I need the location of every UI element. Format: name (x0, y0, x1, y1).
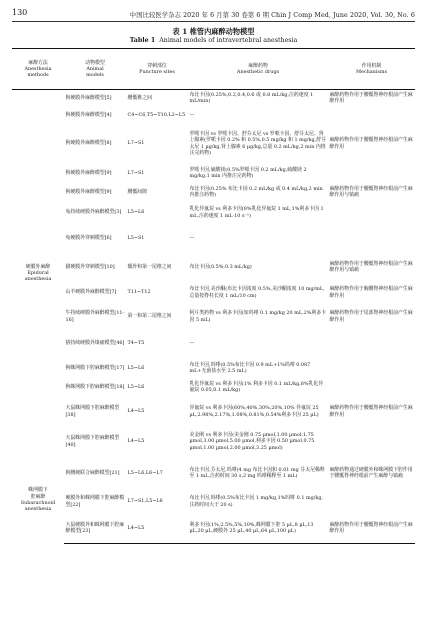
animal-model-cell: 猪持续硬膜外镇痛模型[46] (65, 340, 125, 347)
anesthetic-drug-cell: — (189, 235, 195, 242)
animal-model-cell: 山羊硬膜外麻醉模型[7] (65, 289, 117, 296)
puncture-site-cell: L5~L6 (127, 383, 145, 390)
anesthetic-drug-cell: 罗哌卡因 vs 罗哌卡因、舒芬太尼 vs 罗哌卡因、舒芬太尼、肾上腺素(罗哌卡因 0.2% 和 0.5%,0.5 mg/kg 和 1 mg/kg,舒芬太尼 1 µg/kg,肾上腺素 6 µg/kg,总量 0.2 mL/kg,2 min 内推注完药物) (189, 130, 326, 156)
puncture-site-cell: 腰骶椎之间 (127, 95, 152, 102)
puncture-site-cell: 腰骶间隙 (127, 188, 148, 195)
running-header (12, 8, 415, 20)
animal-model-cell: 硬膜外和蛛网膜下腔麻醉模型[22] (65, 495, 125, 508)
table-row (12, 490, 415, 514)
puncture-site-cell: L5~S1 (127, 235, 145, 242)
anesthesia-method-cell: 硬膜外麻醉 Epidural anesthesia (24, 263, 52, 283)
table-row (12, 224, 415, 254)
anesthetic-drug-cell: 乳化异氟烷 vs 利多卡因(8%乳化异氟烷 1 mL,1%利多卡因 1 mL,注药速度 1 mL·10 s⁻¹) (189, 206, 324, 219)
animal-model-cell: 狗硬膜外麻醉模型[8] (65, 140, 112, 147)
puncture-site-cell: L4~L5 (127, 408, 145, 415)
table-caption-english (0, 37, 427, 44)
table-row (12, 124, 415, 164)
table-body (12, 90, 415, 544)
table-row (12, 457, 415, 490)
animal-model-cell: 兔持续硬膜外麻醉模型[3] (65, 209, 122, 216)
table-row (12, 183, 415, 202)
mechanism-cell (328, 329, 415, 359)
puncture-site-cell: L4~L5 (126, 514, 188, 544)
mechanism-cell: 麻醉药物作用于尾部脊神经根前产生麻醉作用 (329, 310, 413, 323)
anesthetic-drug-cell: 布比卡因(0.5%,0.3 mL/kg) (189, 263, 252, 270)
animal-model-cell: 狗硬膜外麻醉模型[4] (65, 111, 112, 118)
mechanism-cell: 麻醉药物作用于腰骶脊神经根前产生麻醉作用 (328, 514, 415, 544)
animal-model-cell: 牛持续硬膜外麻醉模型[11-16] (65, 310, 125, 323)
puncture-site-cell: L5~L6 (127, 209, 145, 216)
table-row (12, 514, 415, 544)
col-header-drug: 麻醉药物 Anesthetic drugs (188, 49, 328, 90)
animal-model-cell: 狗蛛网膜下腔麻醉模型[17] (65, 364, 125, 371)
puncture-site-cell: 骶骨和第一尾椎之间 (127, 263, 172, 270)
anesthetic-drug-cell: 布比卡因,芬太尼,吗啡(4 mg 布比卡因和 0.01 mg 芬太尼稀释至 1 mL,注药时间 30 s,2 mg 吗啡稀释至 1 mL) (189, 466, 325, 479)
anesthetic-drug-cell: 布比卡因(0.25% 布比卡因 0.2 mL/kg 或 0.4 mL/kg,2 min 内推注药物) (189, 185, 323, 198)
anesthetic-drug-cell: 罗哌卡因,硫酸镁(0.5%罗哌卡因 0.2 mL/kg,硫酸镁 2 mg/kg,1 min 内推注完药物) (189, 166, 307, 179)
animal-model-cell: 狗腰硬联合麻醉模型[21] (65, 469, 120, 476)
animal-model-cell: 狗蛛网膜下腔麻醉模型[18] (65, 383, 125, 390)
anesthetic-drug-cell: 美金刚 vs 利多卡因(美金刚 0.75 µmol,1.00 µmol,1.75 µmol,3.00 µmol,5.00 µmol,利多卡因 0.50 µmol,0.75 µmol,1.00 µmol,2.00 µmol,3.25 µmol) (189, 432, 315, 451)
mechanism-cell (328, 107, 415, 124)
mechanism-cell: 麻醉药物作用于腰骶脊神经根前产生麻醉作用 (329, 405, 413, 418)
puncture-site-cell: C4~C6,T5~T10,L2~L5 (127, 111, 186, 118)
anesthetic-drug-cell: — (189, 111, 195, 118)
table-row (12, 90, 415, 107)
puncture-site-cell: L7~S1,L5~L6 (127, 498, 163, 505)
mechanism-cell (328, 164, 415, 183)
table-row (12, 281, 415, 305)
mechanism-cell (328, 202, 415, 224)
mechanism-cell: 麻醉药物作用于腰骶脊神经根前产生麻醉作用与镇痛 (329, 260, 413, 273)
animal-model-cell: 狗硬膜外麻醉模型[9] (65, 188, 112, 195)
mechanism-cell: 麻醉药物作用于腰骶脊神经根前产生麻醉作用与镇痛 (329, 185, 413, 198)
table-label: Table 1 (129, 37, 156, 44)
journal-citation: 中国比较医学杂志 2020 年 6 月第 30 卷第 6 期 Chin J Comp Med, June 2020, Vol. 30, No. 6 (129, 12, 415, 19)
table-header (12, 49, 415, 90)
animal-model-cell: 大鼠硬膜外和蛛网膜下腔麻醉模型[23] (64, 514, 126, 544)
puncture-site-cell: T4~T5 (127, 340, 145, 347)
animal-models-table (12, 48, 415, 544)
mechanism-cell (328, 359, 415, 378)
table-row (12, 254, 415, 281)
table-row (12, 359, 415, 378)
table-row (12, 107, 415, 124)
anesthetic-drug-cell: 布比卡因,吗啡(0.5%布比卡因 0.9 mL+1%吗啡 0.087 mL+无菌盐水至 2.5 mL) (189, 361, 311, 374)
puncture-site-cell: L7~S1 (127, 169, 145, 176)
table-row (12, 164, 415, 183)
puncture-site-cell: L5~L6 (127, 364, 145, 371)
puncture-site-cell: L7~S1 (127, 140, 145, 147)
table-row (12, 378, 415, 397)
col-header-method: 麻醉方法 Anesthesia methods (12, 49, 64, 90)
mechanism-cell (328, 378, 415, 397)
col-header-site: 穿刺部位 Puncture sites (126, 49, 188, 90)
mechanism-cell: 麻醉药物作用于胸腰脊神经根前产生麻醉作用 (329, 286, 413, 299)
table-row (12, 305, 415, 329)
mechanism-cell (328, 427, 415, 457)
animal-model-cell: 猫硬膜外穿刺模型[10] (65, 263, 115, 270)
anesthesia-method-cell: 蛛网膜下 腔麻醉 Subarachnoid anesthesia (20, 487, 56, 513)
anesthetic-drug-cell: 异氟烷 vs 利多卡因(60%,40%,30%,20%,10% 异氟烷 25 µL,2.98%,2.17%,1.08%,0.81%,0.54%利多卡因 25 µL) (189, 405, 319, 418)
col-header-model: 动物模型 Animal models (64, 49, 126, 90)
anesthetic-drug-cell: 利多卡因(1%,2.5%,5%,10%,蛛网膜下腔 5 µL,8 µL,13 µL,20 µL,硬膜外 25 µL,40 µL,64 µL,100 µL) (188, 514, 328, 544)
anesthetic-drug-cell: 乳化异氟烷 vs 利多卡因(1% 利多卡因 0.1 mL/kg,8%乳化异氟烷 0.05,0.1 mL/kg) (189, 380, 324, 393)
col-header-mechanism: 作用机制 Mechanisms (328, 49, 415, 90)
anesthetic-drug-cell: 阿片类药物 vs 利多卡因(如吗啡 0.1 mg/kg 20 mL,2%利多卡因 5 mL) (189, 310, 327, 323)
animal-model-cell: 大鼠蛛网膜下腔麻醉模型[38] (65, 405, 120, 418)
anesthetic-drug-cell: 布比卡因,美沙酮(布比卡因浓度 0.5%,美沙酮浓度 10 mg/mL,总量按脊柱长度 1 mL/10 cm) (189, 286, 325, 299)
anesthetic-drug-cell: — (189, 340, 195, 347)
anesthetic-drug-cell: 布比卡因,吗啡(0.5%布比卡因 1 mg/kg,1%吗啡 0.1 mg/kg,注药时间大于 20 s) (189, 495, 324, 508)
puncture-site-cell: L5~L6,L6~L7 (127, 469, 163, 476)
page-number: 130 (12, 8, 28, 17)
table-row (12, 202, 415, 224)
table-title: Animal models of intravertebral anesthesia (159, 37, 298, 44)
table-caption-chinese: 表 1 椎管内麻醉动物模型 (172, 27, 255, 36)
table-row (12, 397, 415, 427)
puncture-site-cell: 第一和第二尾椎之间 (127, 313, 172, 320)
animal-model-cell: 兔硬膜外穿刺模型[6] (65, 235, 112, 242)
animal-model-cell: 大鼠蛛网膜下腔麻醉模型[40] (65, 435, 120, 448)
animal-model-cell: 狗硬膜外麻醉模型[9] (65, 169, 112, 176)
mechanism-cell: 麻醉药物作用于腰骶脊神经根前产生麻醉作用 (329, 91, 413, 105)
mechanism-cell: 麻醉药物作用于腰骶脊神经根前产生麻醉作用 (329, 137, 413, 150)
header-rule (12, 21, 415, 22)
table-row (12, 427, 415, 457)
puncture-site-cell: L4~L5 (127, 438, 145, 445)
mechanism-cell: 麻醉药物通过硬膜外和蛛网膜下腔作用于腰骶脊神经根前产生麻醉与镇痛 (329, 466, 413, 479)
table-row (12, 329, 415, 359)
puncture-site-cell: T11~T12 (127, 289, 151, 296)
anesthetic-drug-cell: 布比卡因(0.25%,0.2,0.4,0.6 或 0.8 mL/kg,注药速度 1 mL/min) (189, 91, 314, 105)
animal-model-cell: 狗硬膜外麻醉模型[5] (65, 95, 112, 102)
mechanism-cell (328, 224, 415, 254)
mechanism-cell (328, 490, 415, 514)
